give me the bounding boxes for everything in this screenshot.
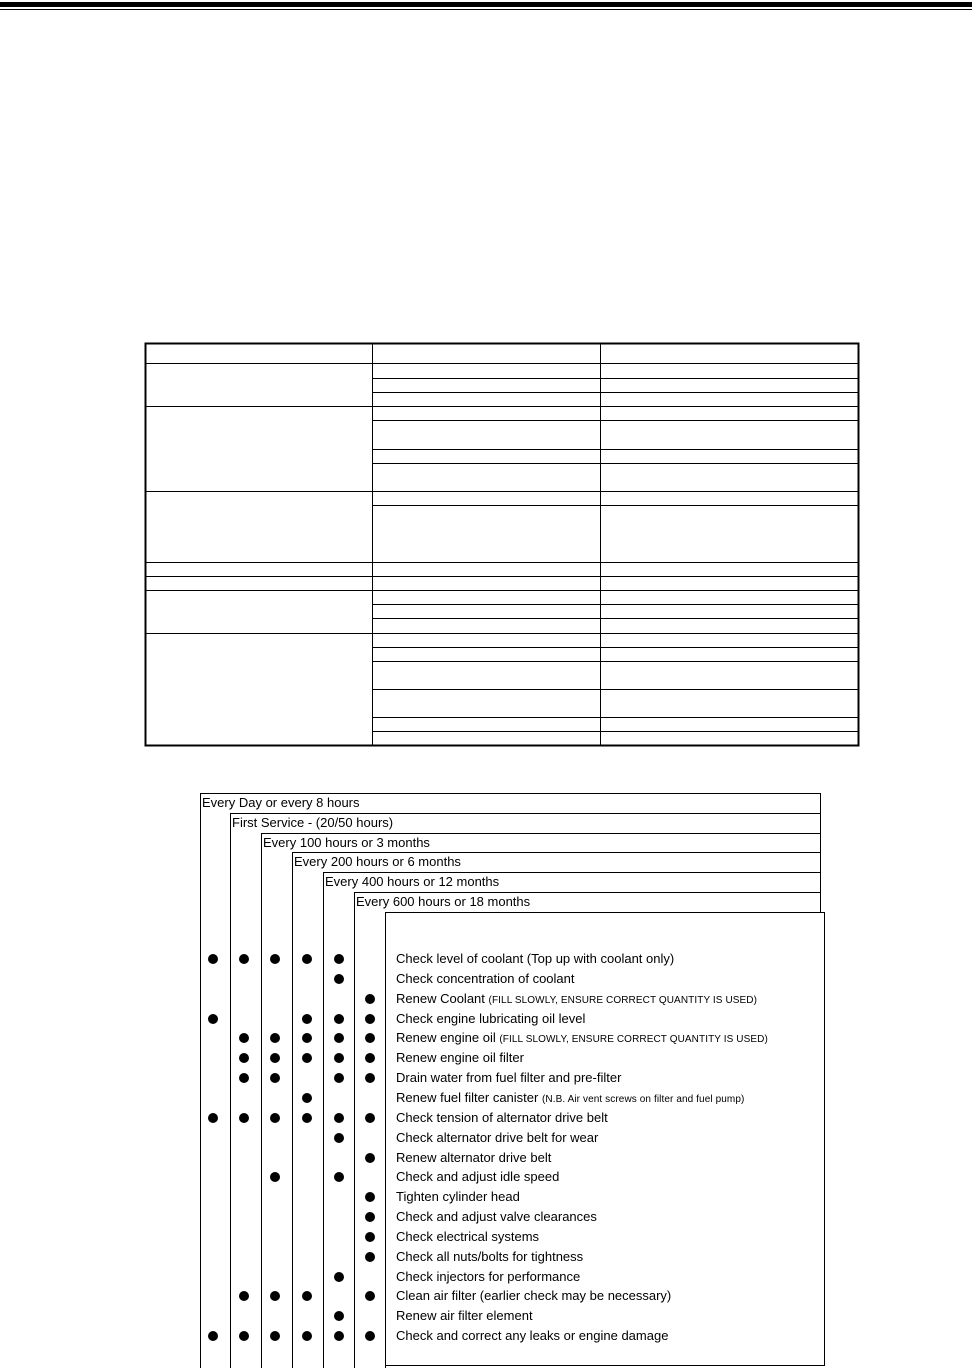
task-label: Renew engine oil filter bbox=[396, 1050, 524, 1065]
interval-mark-dot bbox=[365, 1192, 375, 1202]
task-label: Renew engine oil bbox=[396, 1030, 496, 1045]
interval-mark-dot bbox=[365, 1252, 375, 1262]
task-label: Check and adjust valve clearances bbox=[396, 1209, 597, 1224]
interval-mark-dot bbox=[239, 1053, 249, 1063]
interval-label-1: Every Day or every 8 hours bbox=[202, 795, 360, 810]
task-note: (N.B. Air vent screws on filter and fuel pump) bbox=[541, 1094, 745, 1105]
task-label: Tighten cylinder head bbox=[396, 1189, 520, 1204]
interval-mark-dot bbox=[334, 1033, 344, 1043]
interval-label-3: Every 100 hours or 3 months bbox=[263, 835, 430, 850]
task-row bbox=[396, 1011, 585, 1027]
task-label: Clean air filter (earlier check may be necessary) bbox=[396, 1288, 672, 1303]
interval-mark-dot bbox=[334, 1311, 344, 1321]
interval-mark-dot bbox=[302, 1053, 312, 1063]
interval-mark-dot bbox=[334, 1331, 344, 1341]
task-row bbox=[396, 1209, 597, 1225]
task-row bbox=[396, 991, 757, 1009]
interval-mark-dot bbox=[208, 1331, 218, 1341]
interval-mark-dot bbox=[334, 1073, 344, 1083]
task-note: (FILL SLOWLY, ENSURE CORRECT QUANTITY IS USED) bbox=[499, 1034, 768, 1045]
interval-mark-dot bbox=[239, 954, 249, 964]
interval-right-edge-4 bbox=[820, 852, 821, 872]
interval-mark-dot bbox=[365, 1033, 375, 1043]
interval-mark-dot bbox=[334, 1113, 344, 1123]
interval-mark-dot bbox=[334, 1053, 344, 1063]
interval-mark-dot bbox=[334, 1014, 344, 1024]
interval-mark-dot bbox=[302, 1033, 312, 1043]
interval-label-4: Every 200 hours or 6 months bbox=[294, 854, 461, 869]
interval-mark-dot bbox=[270, 1033, 280, 1043]
task-row bbox=[396, 1130, 598, 1146]
interval-mark-dot bbox=[365, 1153, 375, 1163]
interval-mark-dot bbox=[270, 1053, 280, 1063]
task-label: Check engine lubricating oil level bbox=[396, 1011, 586, 1026]
interval-column-line-1 bbox=[200, 793, 201, 1368]
interval-mark-dot bbox=[365, 994, 375, 1004]
task-label: Renew alternator drive belt bbox=[396, 1150, 552, 1165]
interval-column-line-5 bbox=[323, 872, 324, 1368]
interval-mark-dot bbox=[334, 974, 344, 984]
interval-mark-dot bbox=[270, 1291, 280, 1301]
task-label: Check concentration of coolant bbox=[396, 971, 575, 986]
task-label: Renew fuel filter canister bbox=[396, 1090, 539, 1105]
interval-label-2: First Service - (20/50 hours) bbox=[232, 815, 394, 830]
interval-label-6: Every 600 hours or 18 months bbox=[356, 894, 531, 909]
task-row bbox=[396, 1229, 539, 1245]
interval-mark-dot bbox=[239, 1073, 249, 1083]
interval-column-line-4 bbox=[292, 852, 293, 1368]
interval-mark-dot bbox=[334, 1272, 344, 1282]
interval-mark-dot bbox=[302, 1113, 312, 1123]
task-row bbox=[396, 1030, 768, 1048]
interval-column-line-6 bbox=[354, 892, 355, 1368]
interval-mark-dot bbox=[239, 1033, 249, 1043]
interval-mark-dot bbox=[208, 1014, 218, 1024]
interval-right-edge-6 bbox=[820, 892, 821, 912]
interval-mark-dot bbox=[334, 1172, 344, 1182]
task-label: Renew air filter element bbox=[396, 1308, 533, 1323]
task-label: Check level of coolant (Top up with coolant only) bbox=[396, 951, 675, 966]
interval-column-line-3 bbox=[261, 833, 262, 1368]
task-label: Check injectors for performance bbox=[396, 1269, 581, 1284]
interval-mark-dot bbox=[302, 1014, 312, 1024]
task-row bbox=[396, 1288, 671, 1304]
interval-mark-dot bbox=[239, 1331, 249, 1341]
task-label: Check and correct any leaks or engine damage bbox=[396, 1328, 669, 1343]
interval-mark-dot bbox=[270, 1113, 280, 1123]
task-row bbox=[396, 1050, 524, 1066]
task-label: Check tension of alternator drive belt bbox=[396, 1110, 608, 1125]
interval-mark-dot bbox=[302, 1093, 312, 1103]
interval-mark-dot bbox=[270, 1331, 280, 1341]
interval-mark-dot bbox=[365, 1232, 375, 1242]
interval-mark-dot bbox=[365, 1331, 375, 1341]
interval-mark-dot bbox=[270, 1172, 280, 1182]
task-label: Check all nuts/bolts for tightness bbox=[396, 1249, 584, 1264]
interval-mark-dot bbox=[334, 954, 344, 964]
interval-mark-dot bbox=[365, 1053, 375, 1063]
task-label: Drain water from fuel filter and pre-filter bbox=[396, 1070, 622, 1085]
task-row bbox=[396, 951, 674, 967]
interval-mark-dot bbox=[365, 1073, 375, 1083]
task-row bbox=[396, 1189, 520, 1205]
interval-column-line-2 bbox=[230, 813, 231, 1368]
interval-mark-dot bbox=[365, 1014, 375, 1024]
interval-mark-dot bbox=[239, 1291, 249, 1301]
interval-mark-dot bbox=[302, 954, 312, 964]
interval-mark-dot bbox=[365, 1291, 375, 1301]
task-row bbox=[396, 1308, 533, 1324]
task-label: Check and adjust idle speed bbox=[396, 1169, 560, 1184]
interval-mark-dot bbox=[334, 1133, 344, 1143]
task-row bbox=[396, 971, 575, 987]
task-row bbox=[396, 1150, 551, 1166]
task-row bbox=[396, 1249, 583, 1265]
task-label: Renew Coolant bbox=[396, 991, 485, 1006]
interval-mark-dot bbox=[208, 954, 218, 964]
interval-right-edge-3 bbox=[820, 833, 821, 853]
interval-mark-dot bbox=[270, 1073, 280, 1083]
interval-mark-dot bbox=[365, 1212, 375, 1222]
task-row bbox=[396, 1090, 744, 1108]
task-row bbox=[396, 1269, 580, 1285]
interval-right-edge-2 bbox=[820, 813, 821, 833]
task-row bbox=[396, 1328, 668, 1344]
interval-mark-dot bbox=[302, 1331, 312, 1341]
task-note: (FILL SLOWLY, ENSURE CORRECT QUANTITY IS USED) bbox=[488, 995, 758, 1006]
interval-right-edge-1 bbox=[820, 793, 821, 813]
interval-mark-dot bbox=[270, 954, 280, 964]
interval-mark-dot bbox=[239, 1113, 249, 1123]
interval-label-5: Every 400 hours or 12 months bbox=[325, 874, 500, 889]
task-row bbox=[396, 1169, 559, 1185]
interval-mark-dot bbox=[208, 1113, 218, 1123]
task-column-line bbox=[385, 912, 386, 1368]
interval-mark-dot bbox=[365, 1113, 375, 1123]
task-row bbox=[396, 1110, 608, 1126]
interval-mark-dot bbox=[302, 1291, 312, 1301]
task-row bbox=[396, 1070, 621, 1086]
task-label: Check electrical systems bbox=[396, 1229, 540, 1244]
task-label: Check alternator drive belt for wear bbox=[396, 1130, 599, 1145]
interval-right-edge-5 bbox=[820, 872, 821, 892]
